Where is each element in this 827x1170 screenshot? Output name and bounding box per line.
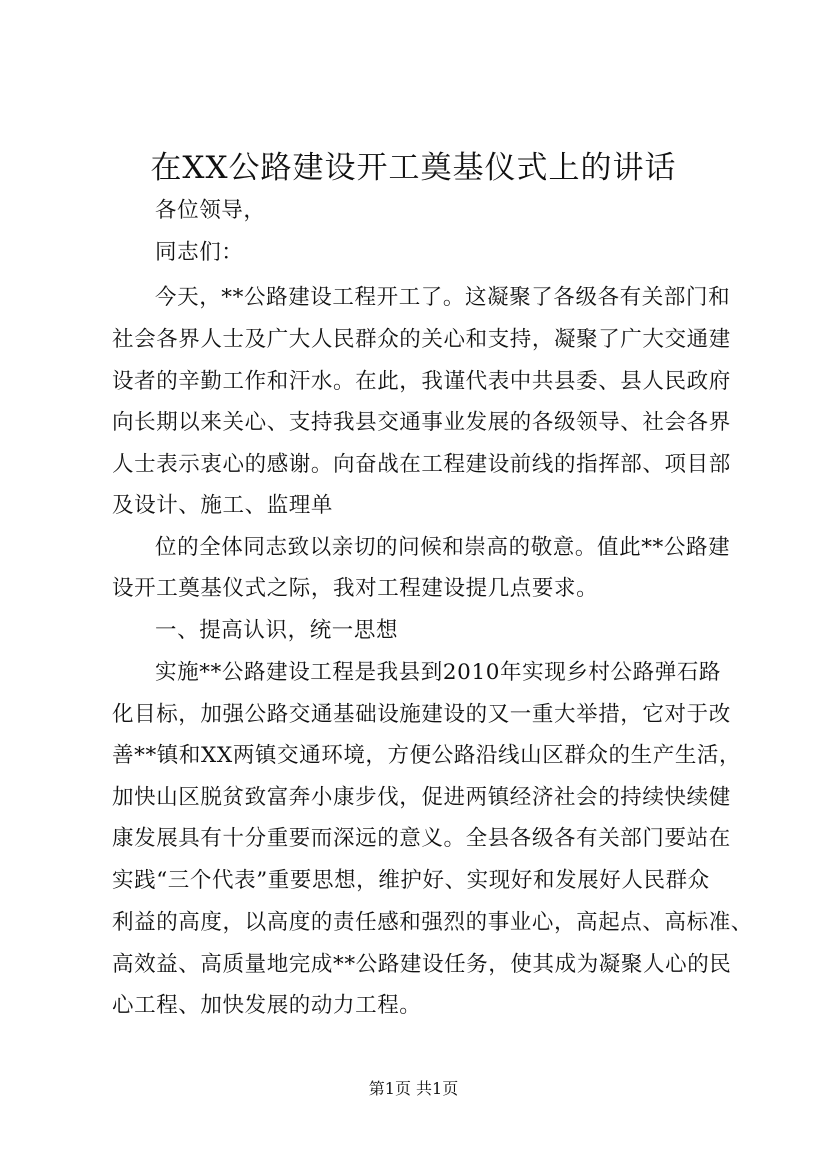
paragraph-line: 及设计、施工、监理单: [112, 493, 334, 518]
page-footer: 第1页 共1页: [368, 1079, 459, 1098]
paragraph-line: 高效益、高质量地完成**公路建设任务，使其成为凝聚人心的民: [112, 952, 732, 977]
paragraph-line: 康发展具有十分重要而深远的意义。全县各级各有关部门要站在: [112, 826, 731, 851]
paragraph-line: 社会各界人士及广大人民群众的关心和支持，凝聚了广大交通建: [112, 327, 731, 352]
paragraph-line: 实践“三个代表”重要思想，维护好、实现好和发展好人民群众: [112, 868, 710, 893]
section-heading: 一、提高认识，统一思想: [155, 618, 399, 643]
paragraph-line: 今天，**公路建设工程开工了。这凝聚了各级各有关部门和: [155, 285, 731, 310]
paragraph-line: 利益的高度，以高度的责任感和强烈的事业心，高起点、高标准、: [112, 910, 753, 935]
paragraph-line: 人士表示衷心的感谢。向奋战在工程建设前线的指挥部、项目部: [112, 452, 731, 477]
paragraph-line: 加快山区脱贫致富奔小康步伐，促进两镇经济社会的持续快续健: [112, 785, 731, 810]
paragraph-line: 设者的辛勤工作和汗水。在此，我谨代表中共县委、县人民政府: [112, 369, 731, 394]
salutation-leaders: 各位领导，: [155, 198, 266, 223]
paragraph-line: 化目标，加强公路交通基础设施建设的又一重大举措，它对于改: [112, 702, 731, 727]
paragraph-line: 善**镇和XX两镇交通环境，方便公路沿线山区群众的生产生活，: [112, 743, 742, 768]
paragraph-line: 向长期以来关心、支持我县交通事业发展的各级领导、社会各界: [112, 410, 731, 435]
paragraph-line: 位的全体同志致以亲切的问候和崇高的敬意。值此**公路建: [155, 535, 731, 560]
paragraph-line: 设开工奠基仪式之际，我对工程建设提几点要求。: [112, 576, 599, 601]
paragraph-line: 心工程、加快发展的动力工程。: [112, 993, 422, 1018]
document-title: 在XX公路建设开工奠基仪式上的讲话: [150, 150, 677, 186]
salutation-comrades: 同志们：: [155, 240, 244, 265]
paragraph-line: 实施**公路建设工程是我县到2010年实现乡村公路弹石路: [155, 660, 722, 685]
